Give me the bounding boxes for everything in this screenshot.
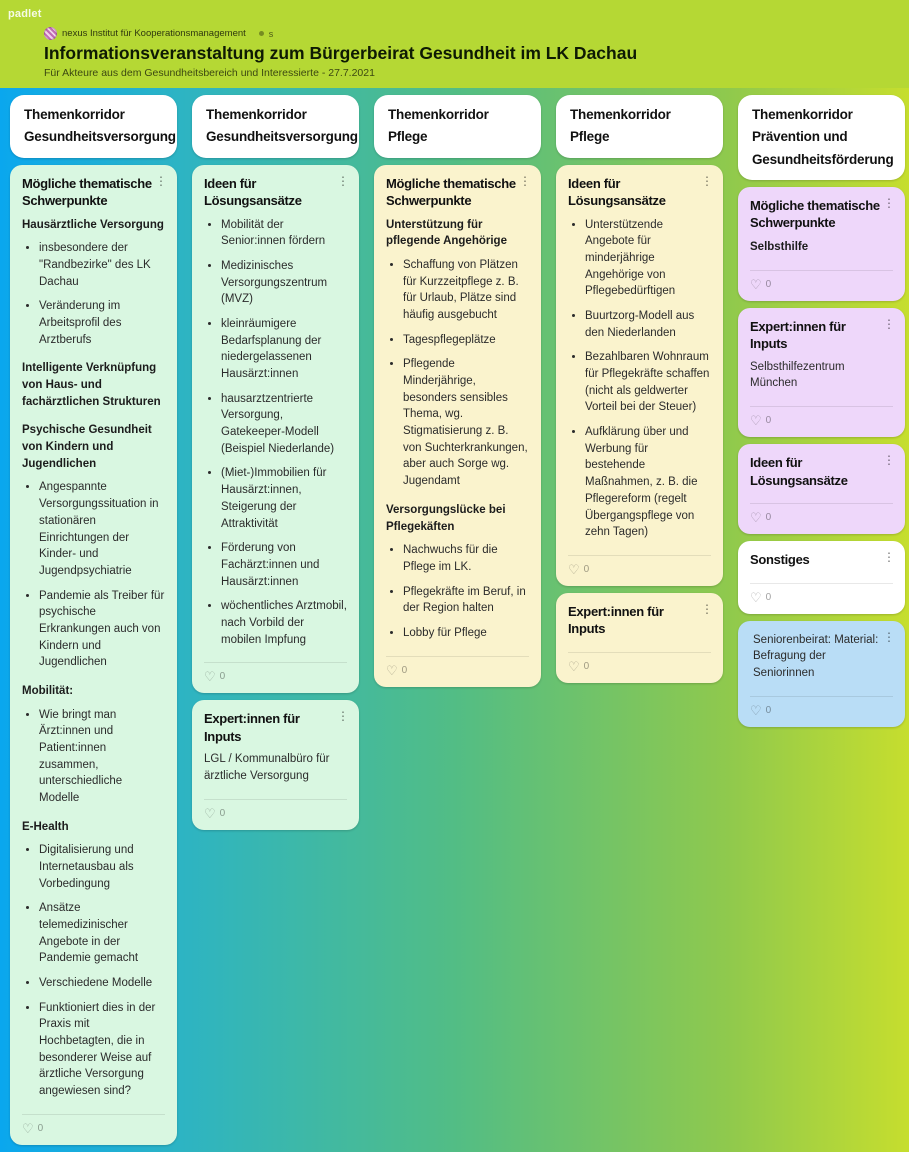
like-count: 0 [765,704,772,716]
column-header-card[interactable] [10,95,177,158]
note-card[interactable] [738,541,905,614]
section-heading: E-Health [22,820,69,833]
bullet-item: • (Miet-)Immobilien für Hausärzt:innen, Steigerung der Attraktivität [221,465,347,532]
card-menu-icon[interactable]: ⋮ [701,173,713,188]
bullet-item: • Ansätze telemedizinischer Angebote in der Pandemie gemacht [39,900,165,967]
board-title: Informationsveranstaltung zum Bürgerbeirat Gesundheit im LK Dachau [44,43,638,63]
section-heading: Selbsthilfe [750,241,809,254]
like-row [386,657,529,677]
section-heading: Unterstützung für pflegende Angehörige [386,218,507,248]
card-menu-icon[interactable]: ⋮ [155,173,167,188]
card-title: Ideen für Lösungsansätze [568,175,666,209]
column-5 [738,95,905,727]
like-row [750,504,893,524]
like-row [568,556,711,576]
column-header-card[interactable] [374,95,541,158]
bullet-item: • Pflegekräfte im Beruf, in der Region halten [403,584,529,617]
note-card[interactable] [738,444,905,534]
privacy-dot-icon [259,31,264,36]
card-title: Ideen für Lösungsansätze [750,455,848,488]
heart-icon[interactable]: ♡ [750,702,762,718]
like-count: 0 [765,278,772,290]
card-menu-icon[interactable]: ⋮ [883,629,895,644]
bullet-item: • insbesondere der "Randbezirke" des LK Dachau [39,240,165,290]
bullet-item: • Aufklärung über und Werbung für bestehende Maßnahmen, z. B. die Pflegereform (regelt Übergangspflege von zehn Tagen) [585,424,711,541]
note-card[interactable] [556,593,723,683]
like-row [750,584,893,604]
avatar[interactable] [44,27,57,40]
card-title: Sonstiges [750,552,810,568]
card-title: Expert:innen für Inputs [750,318,846,352]
bullet-list [22,842,165,1099]
section-heading: Intelligente Verknüpfung von Haus- und fachärztlichen Strukturen [22,362,161,408]
bullet-item: • Pflegende Minderjährige, besonders sensibles Thema, wg. Stigmatisierung z. B. von Suchterkrankungen, aber auch Sorge wg. Jugendamt [403,356,529,489]
card-title: Expert:innen für Inputs [568,603,664,637]
heart-icon[interactable]: ♡ [750,510,762,526]
like-count: 0 [765,415,772,427]
bullet-item: • hausarztzentrierte Versorgung, Gatekeeper-Modell (Beispiel Niederlande) [221,391,347,458]
heart-icon[interactable]: ♡ [22,1120,34,1136]
bullet-item: • kleinräumigere Bedarfsplanung der niedergelassenen Hausärzt:innen [221,316,347,383]
card-menu-icon[interactable]: ⋮ [883,316,895,331]
bullet-item: • Unterstützende Angebote für minderjährige Angehörige von Pflegebedürftigen [585,217,711,300]
section-heading: Mobilität: [22,684,74,697]
bullet-item: • wöchentliches Arztmobil, nach Vorbild der mobilen Impfung [221,598,347,648]
like-count: 0 [37,1122,44,1134]
note-card[interactable] [738,308,905,437]
note-card[interactable] [556,165,723,586]
card-menu-icon[interactable]: ⋮ [337,709,349,724]
bullet-list [568,217,711,541]
like-row [204,663,347,683]
section-heading: Psychische Gesundheit von Kindern und Jugendlichen [22,424,152,470]
bullet-item: • Lobby für Pflege [403,625,529,642]
bullet-item: • Mobilität der Senior:innen fördern [221,217,347,250]
note-card[interactable] [738,621,905,727]
card-title: Ideen für Lösungsansätze [204,175,302,209]
like-count: 0 [401,664,408,676]
column-header-card[interactable] [556,95,723,158]
bullet-item: • Medizinisches Versorgungszentrum (MVZ) [221,258,347,308]
bullet-item: • Wie bringt man Ärzt:innen und Patient:innen zusammen, unterschiedliche Modelle [39,707,165,807]
like-row [750,271,893,291]
heart-icon[interactable]: ♡ [568,561,580,577]
column-header-card[interactable] [738,95,905,180]
card-text: LGL / Kommunalbüro für ärztliche Versorgung [204,753,330,782]
column-header-title: Themenkorridor Gesundheitsversorgung [206,107,358,145]
bullet-item: • Bezahlbaren Wohnraum für Pflegekräfte schaffen (nicht als geldwerter Vorteil bei der Steuer) [585,349,711,416]
bullet-list [22,479,165,670]
like-row [568,653,711,673]
column-header-title: Themenkorridor Pflege [388,107,489,145]
heart-icon[interactable]: ♡ [750,589,762,605]
card-menu-icon[interactable]: ⋮ [883,453,895,468]
bullet-item: • Verschiedene Modelle [39,975,165,992]
heart-icon[interactable]: ♡ [204,669,216,685]
heart-icon[interactable]: ♡ [568,658,580,674]
like-row [750,697,893,717]
bullet-list [386,542,529,641]
section-heading: Versorgungslücke bei Pflegekäften [386,503,506,533]
heart-icon[interactable]: ♡ [750,276,762,292]
board-author[interactable]: nexus Institut für Kooperationsmanagement [62,28,246,39]
board-header-content [44,27,901,79]
column-4 [556,95,723,683]
like-count: 0 [765,512,772,524]
bullet-item: • Tagespflegeplätze [403,332,529,349]
note-card[interactable] [192,700,359,829]
card-menu-icon[interactable]: ⋮ [883,195,895,210]
board-subtitle: Für Akteure aus dem Gesundheitsbereich und Interessierte - 27.7.2021 [44,67,375,80]
column-2 [192,95,359,830]
like-count: 0 [765,591,772,603]
padlet-logo[interactable]: padlet [8,8,42,20]
note-card[interactable] [192,165,359,694]
note-card[interactable] [10,165,177,1145]
card-title: Expert:innen für Inputs [204,711,300,744]
like-row [204,800,347,820]
column-3 [374,95,541,686]
bullet-item: • Nachwuchs für die Pflege im LK. [403,542,529,575]
card-menu-icon[interactable]: ⋮ [883,550,895,565]
bullet-item: • Funktioniert dies in der Praxis mit Hochbetagten, die in besonderer Weise auf ärztliche Versorgung angewiesen sind? [39,1000,165,1100]
column-header-title: Themenkorridor Pflege [570,107,671,145]
column-header-title: Themenkorridor Gesundheitsversorgung [24,107,176,145]
bullet-item: • Angespannte Versorgungssituation in stationären Einrichtungen der Kinder- und Jugendpsychiatrie [39,479,165,579]
like-row [22,1115,165,1135]
note-card[interactable] [738,187,905,301]
like-count: 0 [583,660,590,672]
like-row [750,407,893,427]
bullet-item: • Pandemie als Treiber für psychische Erkrankungen auch von Kindern und Jugendlichen [39,588,165,671]
bullet-list [204,217,347,648]
like-count: 0 [219,671,226,683]
section-heading: Hausärztliche Versorgung [22,218,164,231]
bullet-item: • Digitalisierung und Internetausbau als Vorbedingung [39,842,165,892]
bullet-list [22,240,165,348]
card-menu-icon[interactable]: ⋮ [701,601,713,616]
bullet-list [386,257,529,490]
like-count: 0 [583,563,590,575]
column-header-card[interactable] [192,95,359,158]
card-title: Mögliche thematische Schwerpunkte [386,175,516,209]
card-title: Mögliche thematische Schwerpunkte [22,175,152,209]
heart-icon[interactable]: ♡ [750,413,762,429]
column-header-title: Themenkorridor Prävention und Gesundheitsförderung [752,107,894,167]
board [0,88,909,1152]
card-menu-icon[interactable]: ⋮ [337,173,349,188]
card-menu-icon[interactable]: ⋮ [519,173,531,188]
bullet-item: • Schaffung von Plätzen für Kurzzeitpflege z. B. für Urlaub, Plätze sind häufig ausgebucht [403,257,529,324]
card-text: Selbsthilfezentrum München [750,360,845,390]
bullet-item: • Buurtzorg-Modell aus den Niederlanden [585,308,711,341]
author-meta: s [268,28,274,39]
bullet-item: • Förderung von Fachärzt:innen und Hausärzt:innen [221,540,347,590]
board-header [0,0,909,88]
column-1 [10,95,177,1145]
like-count: 0 [219,807,226,819]
note-card[interactable] [374,165,541,687]
card-title: Mögliche thematische Schwerpunkte [750,197,880,231]
card-text: Seniorenbeirat: Material: Befragung der Seniorinnen [753,633,879,680]
heart-icon[interactable]: ♡ [386,662,398,678]
author-row [44,27,901,40]
bullet-item: • Veränderung im Arbeitsprofil des Arztberufs [39,298,165,348]
heart-icon[interactable]: ♡ [204,805,216,821]
bullet-list [22,707,165,807]
